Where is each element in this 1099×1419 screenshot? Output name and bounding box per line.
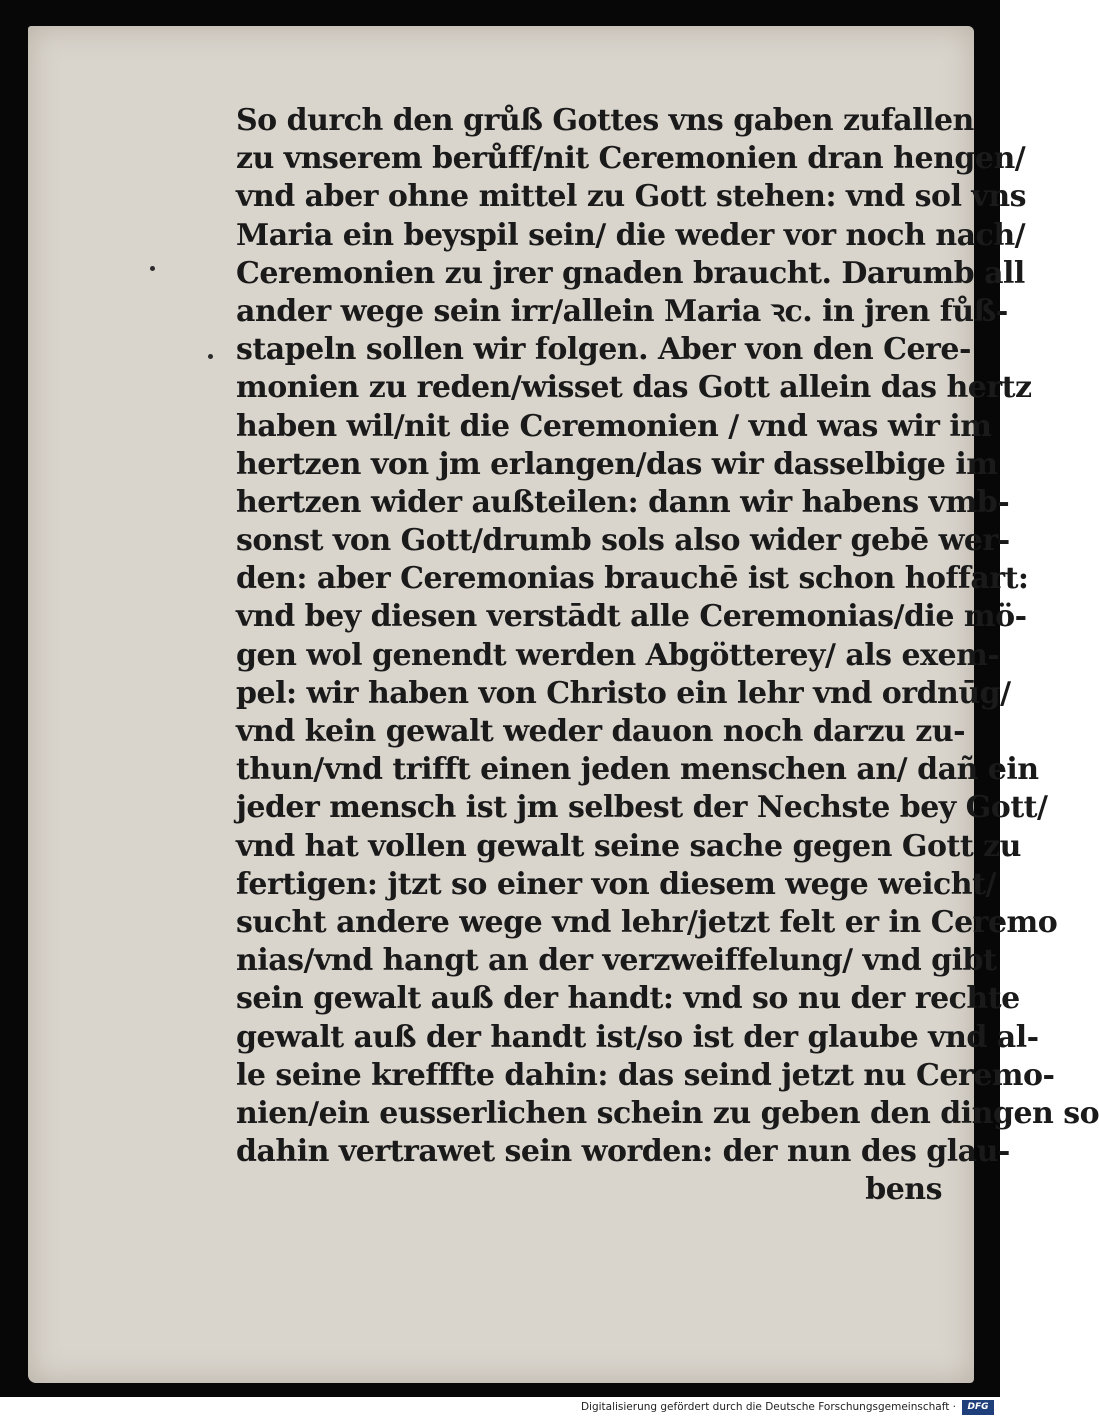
- text-line: vnd aber ohne mittel zu Gott stehen: vnd sol vns: [236, 179, 1027, 215]
- text-line: fertigen: jtzt so einer von diesem wege weicht/: [236, 866, 996, 902]
- catchword: bens: [865, 1172, 942, 1208]
- text-line: monien zu reden/wisset das Gott allein das hertz: [236, 370, 1032, 406]
- margin-dot: [208, 354, 213, 359]
- text-line: Maria ein beyspil sein/ die weder vor noch nach/: [236, 217, 1026, 253]
- text-line: sonst von Gott/drumb sols also wider gebē wer-: [236, 523, 1010, 559]
- text-line: gen wol genendt werden Abgötterey/ als exem-: [236, 637, 1000, 673]
- text-line: gewalt auß der handt ist/so ist der glaube vnd al-: [236, 1019, 1039, 1055]
- text-line: sein gewalt auß der handt: vnd so nu der rechte: [236, 981, 1020, 1017]
- text-line: zu vnserem berůff/nit Ceremonien dran hengen/: [236, 141, 1026, 177]
- text-line: nias/vnd hangt an der verzweiffelung/ vnd gibt: [236, 943, 997, 979]
- text-line: den: aber Ceremonias brauchē ist schon hoffart:: [236, 561, 1029, 597]
- text-line: So durch den grůß Gottes vns gaben zufallen: [236, 103, 974, 138]
- footer-bar: [0, 1397, 1000, 1419]
- text-line: dahin vertrawet sein worden: der nun des glau-: [236, 1134, 1010, 1170]
- text-line: haben wil/nit die Ceremonien / vnd was wir im: [236, 408, 992, 444]
- text-line: hertzen wider außteilen: dann wir habens vmb-: [236, 484, 1010, 520]
- page-text: [236, 102, 1099, 1209]
- text-line: pel: wir haben von Christo ein lehr vnd ordnūg/: [236, 675, 1011, 711]
- digitization-credit: Digitalisierung gefördert durch die Deutsche Forschungsgemeinschaft ·: [580, 1401, 956, 1413]
- text-line: thun/vnd trifft einen jeden menschen an/ dañ ein: [236, 752, 1039, 788]
- text-line: ander wege sein irr/allein Maria ꝛc. in jren fůß-: [236, 293, 1008, 329]
- text-line: Ceremonien zu jrer gnaden braucht. Darumb all: [236, 255, 1025, 291]
- text-line: vnd kein gewalt weder dauon noch darzu zu-: [236, 714, 966, 749]
- text-line: stapeln sollen wir folgen. Aber von den Cere-: [236, 332, 971, 368]
- text-line: le seine krefffte dahin: das seind jetzt nu Ceremo-: [236, 1057, 1055, 1093]
- book-page: [28, 26, 1099, 1383]
- text-line: vnd hat vollen gewalt seine sache gegen Gott zu: [236, 828, 1021, 864]
- text-line: vnd bey diesen verstādt alle Ceremonias/die mö-: [236, 599, 1027, 635]
- text-line: nien/ein eusserlichen schein zu geben den dingen so: [236, 1095, 1099, 1131]
- text-line: hertzen von jm erlangen/das wir dasselbige im: [236, 446, 998, 482]
- text-line: sucht andere wege vnd lehr/jetzt felt er in Ceremo: [236, 904, 1058, 940]
- text-line: jeder mensch ist jm selbest der Nechste bey Gott/: [236, 790, 1048, 826]
- dfg-logo-icon[interactable]: DFG: [962, 1400, 994, 1415]
- margin-dot: [150, 266, 155, 271]
